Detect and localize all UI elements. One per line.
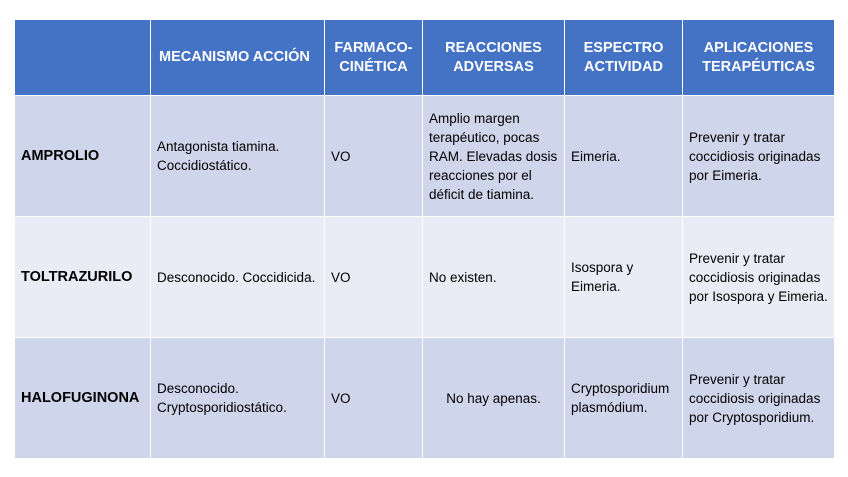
mechanism-cell: Desconocido. Cryptosporidiostático. xyxy=(151,338,325,459)
applications-cell: Prevenir y tratar coccidiosis originadas por Eimeria. xyxy=(683,96,835,217)
header-cell-spectrum: ESPECTRO ACTIVIDAD xyxy=(565,20,683,96)
adverse-reactions-cell: No hay apenas. xyxy=(423,338,565,459)
spectrum-cell: Cryptosporidium plasmódium. xyxy=(565,338,683,459)
drug-name-cell: AMPROLIO xyxy=(15,96,151,217)
drug-name-cell: HALOFUGINONA xyxy=(15,338,151,459)
table-body xyxy=(15,96,835,459)
header-cell-mechanism: MECANISMO ACCIÓN xyxy=(151,20,325,96)
spectrum-cell: Isospora y Eimeria. xyxy=(565,217,683,338)
applications-cell: Prevenir y tratar coccidiosis originadas por Isospora y Eimeria. xyxy=(683,217,835,338)
header-cell-empty xyxy=(15,20,151,96)
pharmacokinetics-cell: VO xyxy=(325,217,423,338)
pharmacokinetics-cell: VO xyxy=(325,338,423,459)
table-row xyxy=(15,96,835,217)
header-cell-adverse-reactions: REACCIONES ADVERSAS xyxy=(423,20,565,96)
table-header xyxy=(15,20,835,96)
adverse-reactions-cell: No existen. xyxy=(423,217,565,338)
mechanism-cell: Desconocido. Coccidicida. xyxy=(151,217,325,338)
applications-cell: Prevenir y tratar coccidiosis originadas por Cryptosporidium. xyxy=(683,338,835,459)
adverse-reactions-cell: Amplio margen terapéutico, pocas RAM. Elevadas dosis reacciones por el déficit de tiamina. xyxy=(423,96,565,217)
spectrum-cell: Eimeria. xyxy=(565,96,683,217)
mechanism-cell: Antagonista tiamina. Coccidiostático. xyxy=(151,96,325,217)
table-row xyxy=(15,338,835,459)
drug-comparison-table xyxy=(14,19,835,459)
pharmacokinetics-cell: VO xyxy=(325,96,423,217)
header-cell-applications: APLICACIONES TERAPÉUTICAS xyxy=(683,20,835,96)
header-cell-pharmacokinetics: FARMACO-CINÉTICA xyxy=(325,20,423,96)
table-row xyxy=(15,217,835,338)
header-row xyxy=(15,20,835,96)
drug-name-cell: TOLTRAZURILO xyxy=(15,217,151,338)
